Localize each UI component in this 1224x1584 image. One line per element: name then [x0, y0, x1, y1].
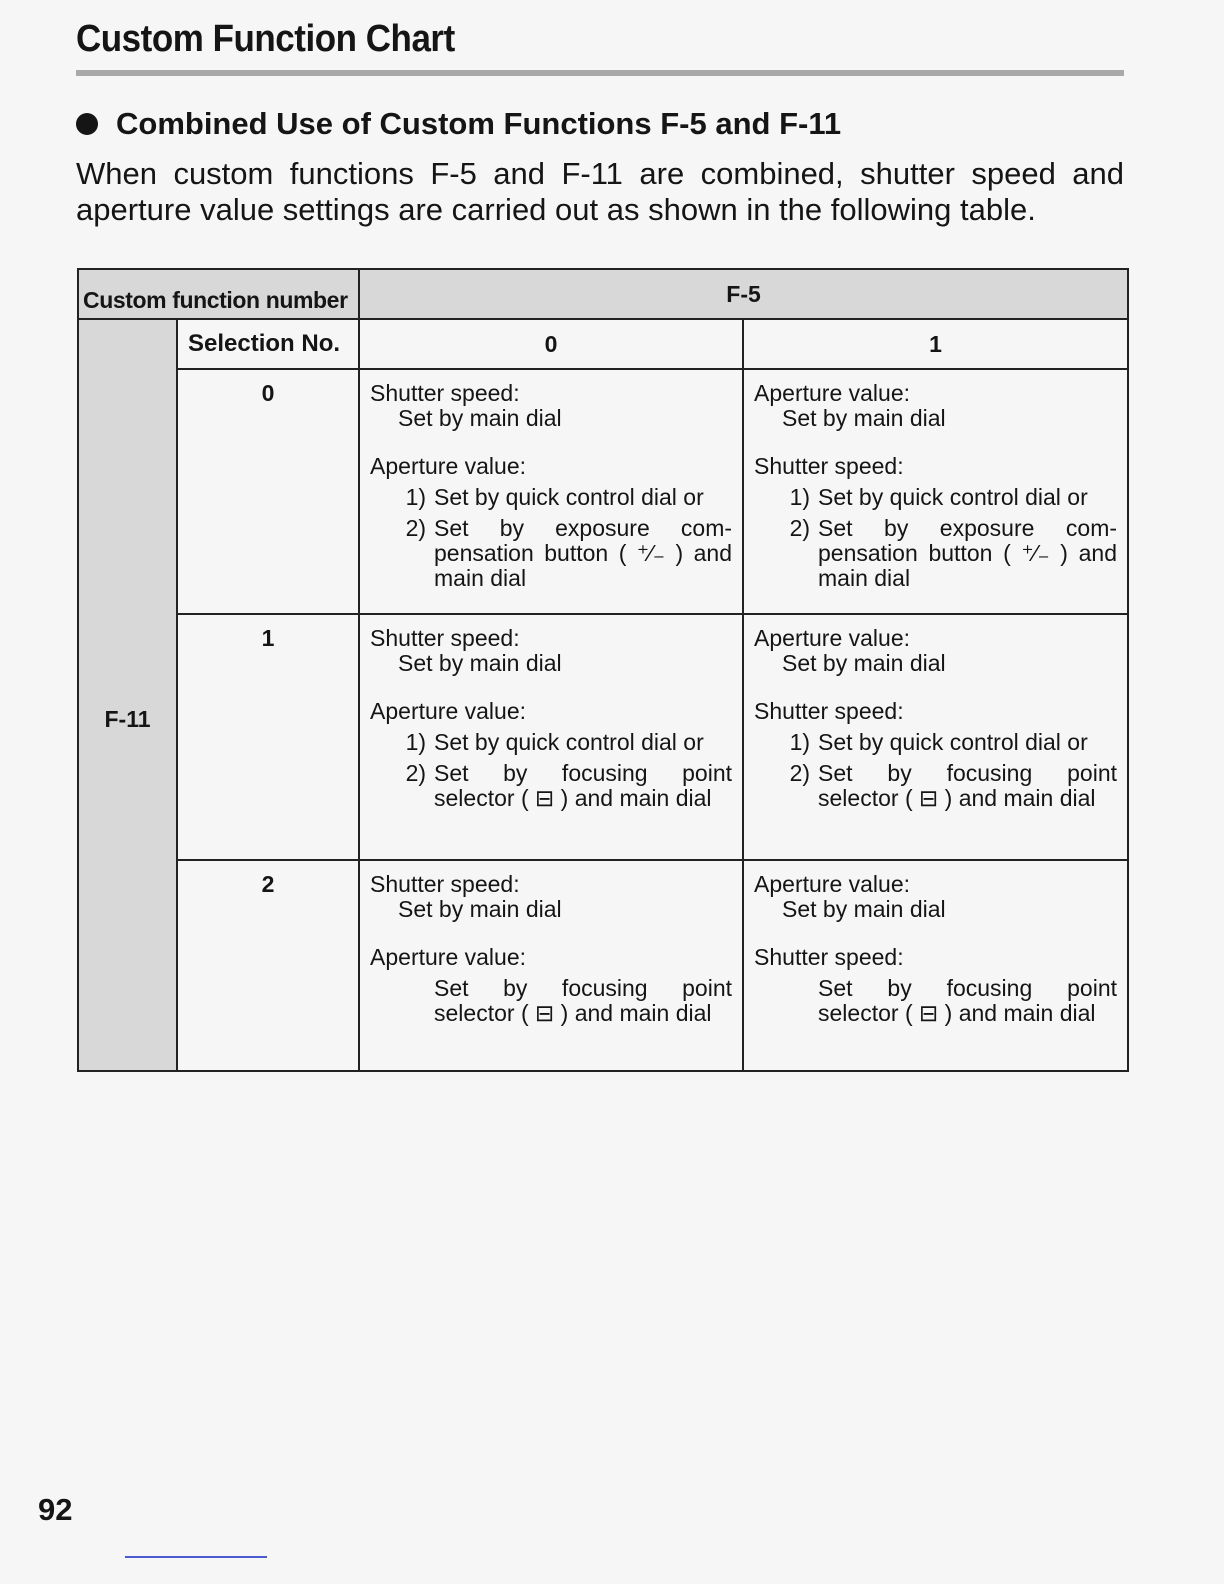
item-text: Set by quick control dial or	[434, 729, 704, 755]
cell-label: Shutter speed:	[754, 698, 904, 724]
cell-value: Set by main dial	[782, 405, 946, 431]
cell-value: Set by main dial	[782, 650, 946, 676]
selection-row-1: 1	[177, 614, 359, 860]
list-item	[370, 485, 732, 510]
item-text: Set by focusing point selector ( ⊟ ) and main dial	[818, 975, 1118, 1026]
item-text: Set by exposure com-pensation button ( ⁺⁄₋ ) and main dial	[434, 515, 733, 591]
item-text: Set by focusing point selector ( ⊟ ) and main dial	[818, 760, 1118, 811]
cell-value: Set by main dial	[782, 896, 946, 922]
list-item	[370, 976, 732, 1026]
cell-row2-col1	[743, 860, 1128, 1071]
item-number: 2)	[789, 760, 811, 786]
section-heading-text: Combined Use of Custom Functions F-5 and F-11	[116, 106, 842, 141]
header-corner-shade	[78, 319, 177, 369]
cell-label: Aperture value:	[754, 380, 910, 406]
header-col-1: 1	[743, 319, 1128, 369]
cell-label: Aperture value:	[754, 871, 910, 897]
item-text: Set by exposure com-pensation button ( ⁺⁄₋ ) and main dial	[818, 515, 1118, 591]
item-number: 2)	[789, 515, 811, 541]
cell-label: Aperture value:	[370, 698, 526, 724]
cell-label: Shutter speed:	[754, 453, 904, 479]
header-custom-function-number: Custom function number	[78, 269, 359, 319]
list-item	[754, 485, 1117, 510]
page-number: 92	[38, 1492, 73, 1527]
item-number: 1)	[789, 729, 811, 755]
cell-row2-col0	[359, 860, 743, 1071]
footer-line	[125, 1556, 267, 1558]
list-item	[754, 516, 1117, 591]
custom-function-table	[77, 268, 1129, 1072]
list-item	[754, 761, 1117, 811]
item-text: Set by quick control dial or	[818, 729, 1088, 755]
intro-paragraph: When custom functions F-5 and F-11 are combined, shutter speed and aperture value settings are carried out as shown in the following table.	[76, 156, 1124, 227]
list-item	[370, 516, 732, 591]
list-item	[370, 761, 732, 811]
cell-label: Shutter speed:	[370, 871, 520, 897]
cell-label: Shutter speed:	[754, 944, 904, 970]
cell-label: Shutter speed:	[370, 380, 520, 406]
list-item	[370, 730, 732, 755]
item-text: Set by quick control dial or	[818, 484, 1088, 510]
item-text: Set by quick control dial or	[434, 484, 704, 510]
selection-row-2: 2	[177, 860, 359, 1071]
section-heading	[76, 106, 841, 142]
cell-value: Set by main dial	[398, 405, 562, 431]
header-f5: F-5	[359, 269, 1128, 319]
item-text: Set by focusing point selector ( ⊟ ) and main dial	[434, 760, 733, 811]
cell-label: Shutter speed:	[370, 625, 520, 651]
cell-label: Aperture value:	[370, 453, 526, 479]
list-item	[754, 976, 1117, 1026]
bullet-icon	[76, 113, 98, 135]
selection-row-0: 0	[177, 369, 359, 614]
page-title: Custom Function Chart	[76, 18, 455, 60]
header-selection-no: Selection No.	[177, 319, 359, 369]
row-header-f11: F-11	[78, 369, 177, 1071]
cell-value: Set by main dial	[398, 650, 562, 676]
cell-row1-col1	[743, 614, 1128, 860]
item-number: 2)	[405, 760, 427, 786]
cell-row0-col1	[743, 369, 1128, 614]
header-col-0: 0	[359, 319, 743, 369]
cell-label: Aperture value:	[754, 625, 910, 651]
item-text: Set by focusing point selector ( ⊟ ) and main dial	[434, 975, 733, 1026]
cell-value: Set by main dial	[398, 896, 562, 922]
item-number: 1)	[405, 484, 427, 510]
cell-label: Aperture value:	[370, 944, 526, 970]
item-number: 1)	[405, 729, 427, 755]
list-item	[754, 730, 1117, 755]
cell-row1-col0	[359, 614, 743, 860]
item-number: 2)	[405, 515, 427, 541]
title-rule	[76, 70, 1124, 76]
cell-row0-col0	[359, 369, 743, 614]
item-number: 1)	[789, 484, 811, 510]
